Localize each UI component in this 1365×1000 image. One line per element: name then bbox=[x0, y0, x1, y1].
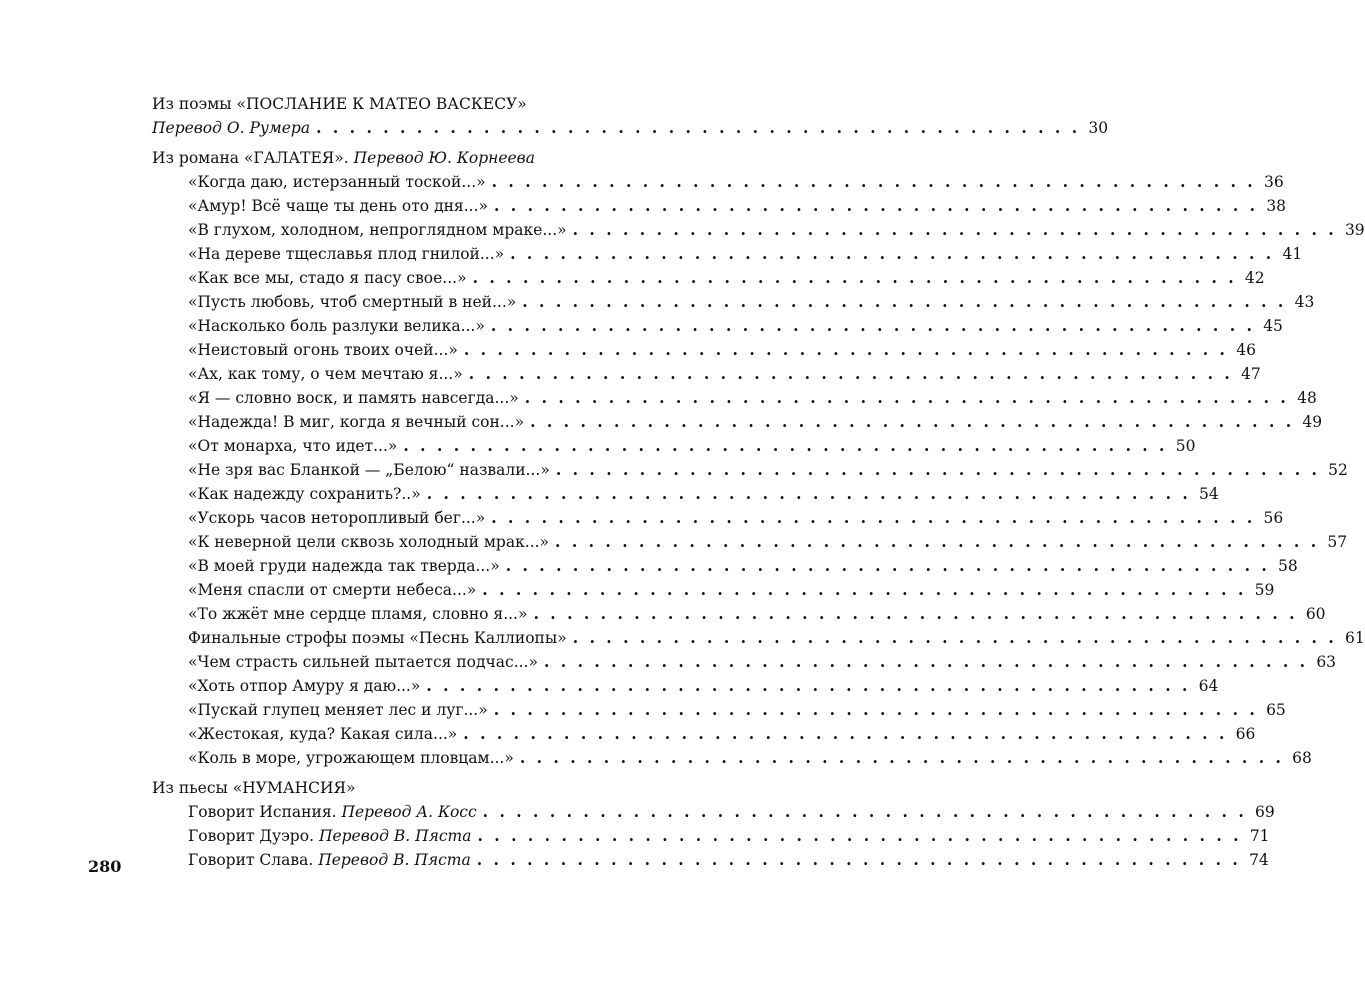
section-title-text: Из поэмы «ПОСЛАНИЕ К МАТЕО ВАСКЕСУ» bbox=[152, 95, 527, 113]
dot-leader: . . . . . . . . . . . . . . . . . . . . . . . . . . . . . . . . . . . . . . . . . . . . . . bbox=[490, 316, 1255, 335]
toc-entry bbox=[152, 242, 1303, 266]
dot-leader: . . . . . . . . . . . . . . . . . . . . . . . . . . . . . . . . . . . . . . . . . . . . . . bbox=[403, 436, 1168, 455]
entry-title: «Неистовый огонь твоих очей...» bbox=[188, 341, 458, 359]
dot-leader: . . . . . . . . . . . . . . . . . . . . . . . . . . . . . . . . . . . . . . . . . . . . . . bbox=[555, 532, 1320, 551]
entry-title: Говорит Слава. Перевод В. Пяста bbox=[188, 851, 471, 869]
entry-title: «Ах, как тому, о чем мечтаю я...» bbox=[188, 365, 463, 383]
toc-entry bbox=[152, 386, 1317, 410]
entry-title: «Когда даю, истерзанный тоской...» bbox=[188, 173, 486, 191]
toc-entry bbox=[152, 338, 1256, 362]
entry-title: «Пусть любовь, чтоб смертный в ней...» bbox=[188, 293, 517, 311]
entry-title: «От монарха, что идет...» bbox=[188, 437, 398, 455]
entry-translator: Перевод А. Косс bbox=[341, 803, 477, 821]
toc-entry bbox=[152, 362, 1261, 386]
toc-entry bbox=[152, 848, 1269, 872]
entry-title: «К неверной цели сквозь холодный мрак...» bbox=[188, 533, 550, 551]
entry-page-number: 71 bbox=[1249, 827, 1270, 845]
entry-title: «Пускай глупец меняет лес и луг...» bbox=[188, 701, 488, 719]
toc-entry bbox=[152, 194, 1287, 218]
dot-leader: . . . . . . . . . . . . . . . . . . . . . . . . . . . . . . . . . . . . . . . . . . . . . . bbox=[426, 676, 1191, 695]
toc-entry bbox=[152, 410, 1323, 434]
entry-title: «Хоть отпор Амуру я даю...» bbox=[188, 677, 421, 695]
entry-page-number: 46 bbox=[1236, 341, 1256, 359]
entry-page-number: 64 bbox=[1198, 677, 1219, 695]
toc-entry bbox=[152, 602, 1326, 626]
dot-leader: . . . . . . . . . . . . . . . . . . . . . . . . . . . . . . . . . . . . . . . . . . . . . . bbox=[524, 388, 1289, 407]
toc-entry bbox=[152, 722, 1256, 746]
entry-page-number: 66 bbox=[1235, 725, 1256, 743]
dot-leader: . . . . . . . . . . . . . . . . . . . . . . . . . . . . . . . . . . . . . . . . . . . . . . bbox=[463, 724, 1228, 743]
section-title-text: Из пьесы «НУМАНСИЯ» bbox=[152, 779, 356, 797]
entry-page-number: 50 bbox=[1175, 437, 1196, 455]
dot-leader: . . . . . . . . . . . . . . . . . . . . . . . . . . . . . . . . . . . . . . . . . . . . . . bbox=[426, 484, 1191, 503]
dot-leader: . . . . . . . . . . . . . . . . . . . . . . . . . . . . . . . . . . . . . . . . . . . . . . bbox=[316, 118, 1081, 137]
toc-entry bbox=[152, 482, 1219, 506]
section-title-text: Из романа «ГАЛАТЕЯ». bbox=[152, 149, 349, 167]
entry-title: «Не зря вас Бланкой — „Белою“ назвали...» bbox=[188, 461, 550, 479]
entry-page-number: 45 bbox=[1263, 317, 1283, 335]
section-title bbox=[152, 146, 708, 170]
toc-entry bbox=[152, 746, 1312, 770]
entry-title: «Жестокая, куда? Какая сила...» bbox=[188, 725, 458, 743]
entry-title: «На дереве тщеславья плод гнилой...» bbox=[188, 245, 505, 263]
dot-leader: . . . . . . . . . . . . . . . . . . . . . . . . . . . . . . . . . . . . . . . . . . . . . . bbox=[572, 220, 1337, 239]
dot-leader: . . . . . . . . . . . . . . . . . . . . . . . . . . . . . . . . . . . . . . . . . . . . . . bbox=[533, 604, 1298, 623]
toc-entry bbox=[152, 674, 1219, 698]
toc-entry bbox=[152, 434, 1196, 458]
entry-title: Финальные строфы поэмы «Песнь Каллиопы» bbox=[188, 629, 567, 647]
entry-page-number: 47 bbox=[1241, 365, 1261, 383]
entry-page-number: 52 bbox=[1328, 461, 1348, 479]
dot-leader: . . . . . . . . . . . . . . . . . . . . . . . . . . . . . . . . . . . . . . . . . . . . . . bbox=[477, 826, 1242, 845]
section-title bbox=[152, 92, 708, 116]
dot-leader: . . . . . . . . . . . . . . . . . . . . . . . . . . . . . . . . . . . . . . . . . . . . . . bbox=[482, 802, 1247, 821]
entry-page-number: 60 bbox=[1305, 605, 1326, 623]
dot-leader: . . . . . . . . . . . . . . . . . . . . . . . . . . . . . . . . . . . . . . . . . . . . . . bbox=[572, 628, 1337, 647]
dot-leader: . . . . . . . . . . . . . . . . . . . . . . . . . . . . . . . . . . . . . . . . . . . . . . bbox=[476, 850, 1241, 869]
dot-leader: . . . . . . . . . . . . . . . . . . . . . . . . . . . . . . . . . . . . . . . . . . . . . . bbox=[472, 268, 1237, 287]
entry-list bbox=[152, 170, 1365, 770]
toc-entry bbox=[152, 314, 1283, 338]
entry-page-number: 61 bbox=[1345, 629, 1365, 647]
toc-entry bbox=[152, 290, 1315, 314]
entry-page-number: 74 bbox=[1249, 851, 1269, 869]
section-translator: Перевод Ю. Корнеева bbox=[353, 149, 535, 167]
entry-title: «То жжёт мне сердце пламя, словно я...» bbox=[188, 605, 528, 623]
toc-entry bbox=[152, 266, 1265, 290]
entry-title: «Как надежду сохранить?..» bbox=[188, 485, 421, 503]
entry-page-number: 65 bbox=[1266, 701, 1286, 719]
entry-title: Говорит Дуэро. Перевод В. Пяста bbox=[188, 827, 472, 845]
dot-leader: . . . . . . . . . . . . . . . . . . . . . . . . . . . . . . . . . . . . . . . . . . . . . . bbox=[468, 364, 1233, 383]
toc-entry bbox=[152, 506, 1284, 530]
dot-leader: . . . . . . . . . . . . . . . . . . . . . . . . . . . . . . . . . . . . . . . . . . . . . . bbox=[493, 196, 1259, 215]
dot-leader: . . . . . . . . . . . . . . . . . . . . . . . . . . . . . . . . . . . . . . . . . . . . . . bbox=[491, 172, 1256, 191]
entry-title: «Как все мы, стадо я пасу свое...» bbox=[188, 269, 467, 287]
entry-title: «В глухом, холодном, непроглядном мраке...» bbox=[188, 221, 567, 239]
table-of-contents bbox=[152, 92, 1365, 872]
entry-page-number: 54 bbox=[1199, 485, 1219, 503]
entry-title: Говорит Испания. Перевод А. Косс bbox=[188, 803, 477, 821]
section-title bbox=[152, 776, 708, 800]
toc-entry bbox=[152, 578, 1275, 602]
dot-leader: . . . . . . . . . . . . . . . . . . . . . . . . . . . . . . . . . . . . . . . . . . . . . . bbox=[505, 556, 1270, 575]
dot-leader: . . . . . . . . . . . . . . . . . . . . . . . . . . . . . . . . . . . . . . . . . . . . . . bbox=[493, 700, 1258, 719]
toc-entry bbox=[152, 170, 1284, 194]
dot-leader: . . . . . . . . . . . . . . . . . . . . . . . . . . . . . . . . . . . . . . . . . . . . . . bbox=[530, 412, 1295, 431]
dot-leader: . . . . . . . . . . . . . . . . . . . . . . . . . . . . . . . . . . . . . . . . . . . . . . bbox=[463, 340, 1228, 359]
entry-title: «Я — словно воск, и память навсегда...» bbox=[188, 389, 519, 407]
dot-leader: . . . . . . . . . . . . . . . . . . . . . . . . . . . . . . . . . . . . . . . . . . . . . . bbox=[555, 460, 1320, 479]
entry-title: «Амур! Всё чаще ты день ото дня...» bbox=[188, 197, 488, 215]
entry-page-number: 36 bbox=[1263, 173, 1284, 191]
dot-leader: . . . . . . . . . . . . . . . . . . . . . . . . . . . . . . . . . . . . . . . . . . . . . . bbox=[491, 508, 1256, 527]
dot-leader: . . . . . . . . . . . . . . . . . . . . . . . . . . . . . . . . . . . . . . . . . . . . . . bbox=[482, 580, 1247, 599]
entry-page-number: 43 bbox=[1294, 293, 1315, 311]
entry-title: «Чем страсть сильней пытается подчас...» bbox=[188, 653, 538, 671]
toc-entry bbox=[152, 116, 1109, 140]
entry-page-number: 57 bbox=[1327, 533, 1348, 551]
toc-entry bbox=[152, 800, 1275, 824]
entry-page-number: 39 bbox=[1344, 221, 1365, 239]
entry-page-number: 63 bbox=[1316, 653, 1337, 671]
entry-page-number: 38 bbox=[1266, 197, 1287, 215]
page-number: 280 bbox=[88, 857, 122, 876]
toc-entry bbox=[152, 650, 1337, 674]
entry-page-number: 41 bbox=[1282, 245, 1303, 263]
dot-leader: . . . . . . . . . . . . . . . . . . . . . . . . . . . . . . . . . . . . . . . . . . . . . . bbox=[519, 748, 1284, 767]
entry-translator: Перевод О. Румера bbox=[152, 119, 311, 137]
dot-leader: . . . . . . . . . . . . . . . . . . . . . . . . . . . . . . . . . . . . . . . . . . . . . . bbox=[543, 652, 1309, 671]
entry-page-number: 56 bbox=[1263, 509, 1284, 527]
entry-translator: Перевод В. Пяста bbox=[318, 851, 471, 869]
toc-entry bbox=[152, 458, 1348, 482]
entry-page-number: 49 bbox=[1302, 413, 1323, 431]
entry-page-number: 59 bbox=[1254, 581, 1275, 599]
entry-title: «Насколько боль разлуки велика...» bbox=[188, 317, 485, 335]
toc-entry bbox=[152, 626, 1365, 650]
entry-page-number: 68 bbox=[1292, 749, 1312, 767]
entry-title: «Меня спасли от смерти небеса...» bbox=[188, 581, 477, 599]
entry-title: «Коль в море, угрожающем пловцам...» bbox=[188, 749, 514, 767]
toc-entry bbox=[152, 824, 1270, 848]
dot-leader: . . . . . . . . . . . . . . . . . . . . . . . . . . . . . . . . . . . . . . . . . . . . . . bbox=[522, 292, 1287, 311]
toc-entry bbox=[152, 530, 1348, 554]
toc-entry bbox=[152, 218, 1365, 242]
entry-page-number: 58 bbox=[1278, 557, 1298, 575]
entry-title: «Надежда! В миг, когда я вечный сон...» bbox=[188, 413, 525, 431]
entry-translator: Перевод В. Пяста bbox=[318, 827, 472, 845]
entry-page-number: 48 bbox=[1297, 389, 1317, 407]
dot-leader: . . . . . . . . . . . . . . . . . . . . . . . . . . . . . . . . . . . . . . . . . . . . . . bbox=[510, 244, 1275, 263]
entry-title: «Ускорь часов неторопливый бег...» bbox=[188, 509, 486, 527]
entry-page-number: 69 bbox=[1254, 803, 1275, 821]
toc-entry bbox=[152, 698, 1286, 722]
entry-page-number: 30 bbox=[1088, 119, 1109, 137]
entry-title: «В моей груди надежда так тверда...» bbox=[188, 557, 500, 575]
entry-page-number: 42 bbox=[1244, 269, 1265, 287]
toc-entry bbox=[152, 554, 1298, 578]
entry-list bbox=[152, 800, 1275, 872]
